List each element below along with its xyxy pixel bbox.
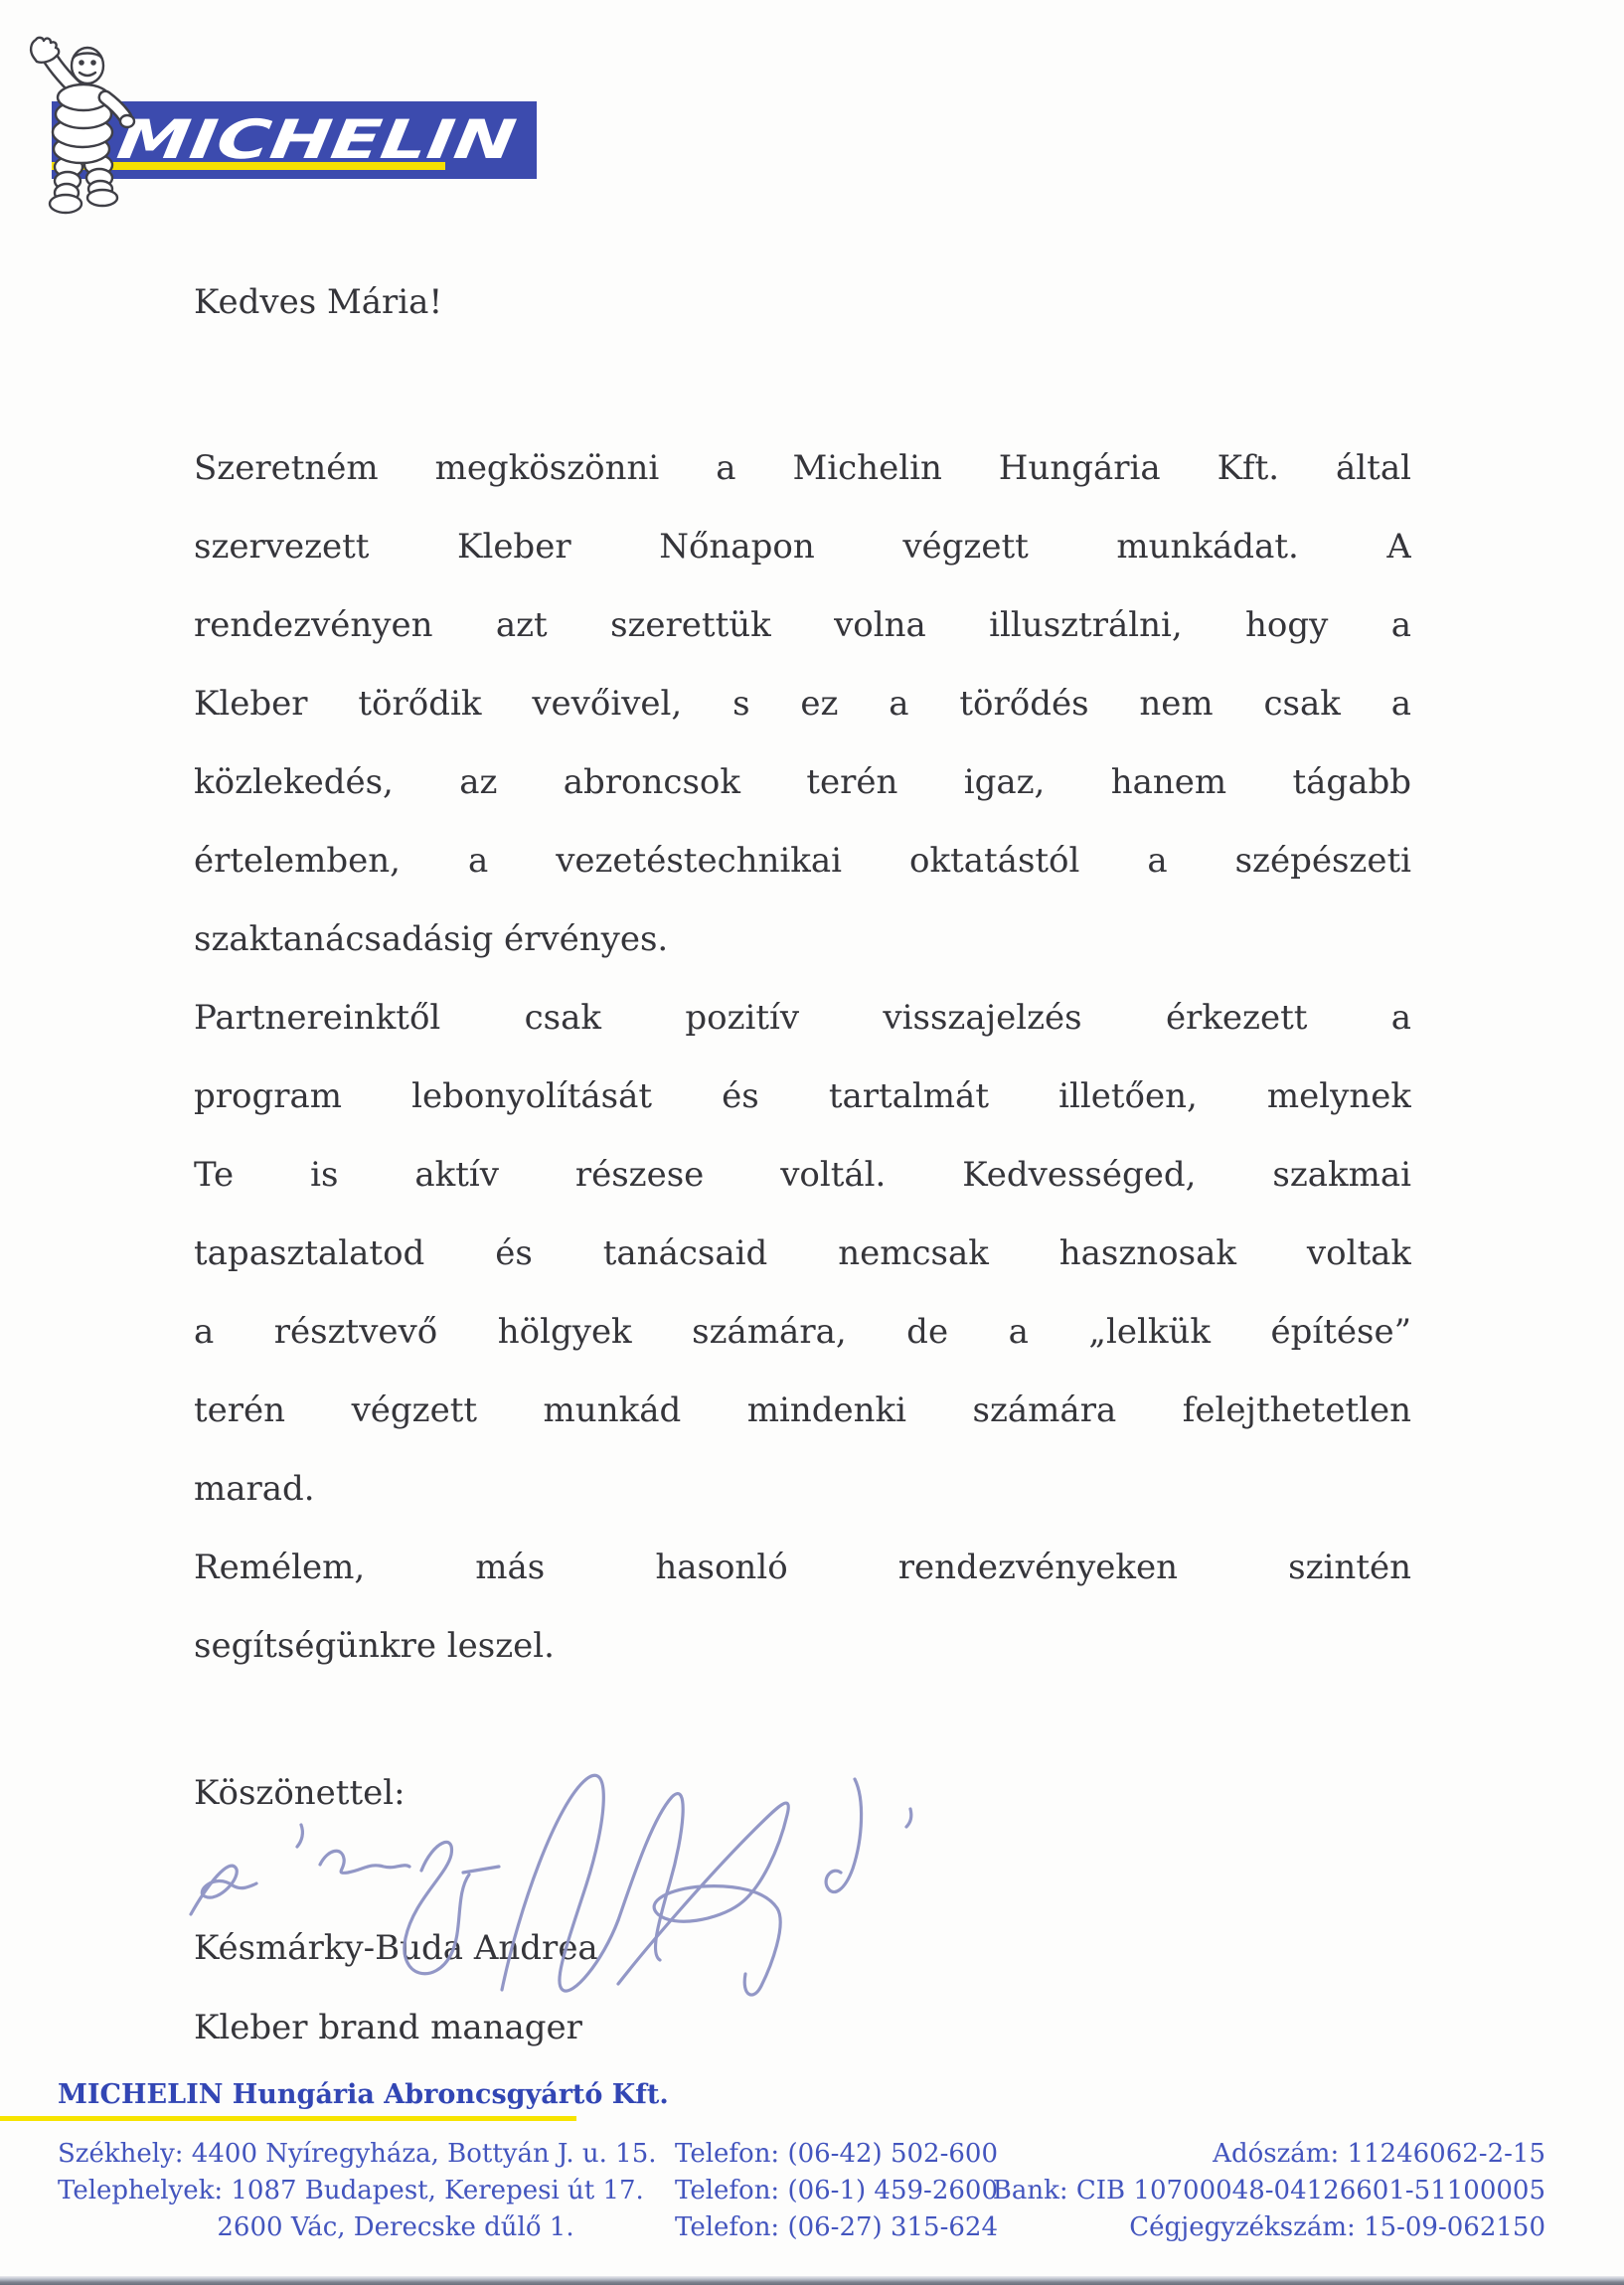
body-line: Kleber törődik vevőivel, s ez a törődés nem csak a xyxy=(194,684,1411,724)
body-line: értelemben, a vezetéstechnikai oktatástól a szépészeti xyxy=(194,841,1411,881)
body-line: tapasztalatod és tanácsaid nemcsak hasznosak voltak xyxy=(194,1233,1411,1273)
footer-company-name: MICHELIN Hungária Abroncsgyártó Kft. xyxy=(58,2079,669,2110)
body-line: közlekedés, az abroncsok terén igaz, hanem tágabb xyxy=(194,762,1411,802)
footer-phone-line: Telefon: (06-1) 459-2600 xyxy=(675,2176,998,2205)
body-line: marad. xyxy=(194,1469,315,1509)
body-line: Remélem, más hasonló rendezvényeken szintén xyxy=(194,1548,1411,1587)
body-line: rendezvényen azt szerettük volna illusztrálni, hogy a xyxy=(194,605,1411,645)
signer-title: Kleber brand manager xyxy=(194,2008,582,2047)
body-line: szaktanácsadásig érvényes. xyxy=(194,919,669,959)
michelin-logo xyxy=(0,0,616,239)
body-line: Partnereinktől csak pozitív visszajelzés érkezett a xyxy=(194,998,1411,1038)
body-line: segítségünkre leszel. xyxy=(194,1626,555,1666)
scan-bottom-edge xyxy=(0,2276,1624,2285)
footer-registration-column xyxy=(949,2136,1545,2246)
body-line: terén végzett munkád mindenki számára felejthetetlen xyxy=(194,1390,1411,1430)
footer-phone-line: Telefon: (06-42) 502-600 xyxy=(675,2139,998,2169)
signature-handwriting xyxy=(169,1739,954,2028)
footer-registration-line: Bank: CIB 10700048-04126601-51100005 xyxy=(992,2176,1545,2205)
body-line: Te is aktív részese voltál. Kedvességed, szakmai xyxy=(194,1155,1411,1195)
footer-phone-line: Telefon: (06-27) 315-624 xyxy=(675,2212,998,2242)
footer-columns xyxy=(0,2136,1624,2255)
body-line: Szeretném megköszönni a Michelin Hungária Kft. által xyxy=(194,448,1411,488)
footer-address-line: Székhely: 4400 Nyíregyháza, Bottyán J. u. 15. xyxy=(58,2139,657,2169)
body-line: a résztvevő hölgyek számára, de a „lelkük építése” xyxy=(194,1312,1411,1352)
michelin-man-icon xyxy=(22,36,141,215)
body-line: szervezett Kleber Nőnapon végzett munkádat. A xyxy=(194,527,1411,567)
footer-registration-line: Adószám: 11246062-2-15 xyxy=(1213,2139,1545,2169)
footer-address-column xyxy=(58,2136,657,2246)
body-line: program lebonyolítását és tartalmát illetően, melynek xyxy=(194,1076,1411,1116)
letter-body xyxy=(194,429,1411,1686)
closing: Köszönettel: xyxy=(194,1773,406,1813)
michelin-wordmark-text: MICHELIN xyxy=(113,108,416,171)
footer-registration-line: Cégjegyzékszám: 15-09-062150 xyxy=(1129,2212,1545,2242)
greeting: Kedves Mária! xyxy=(194,282,443,322)
footer-address-line: Telephelyek: 1087 Budapest, Kerepesi út 17. xyxy=(58,2176,644,2205)
footer-address-line: 2600 Vác, Derecske dűlő 1. xyxy=(217,2212,574,2242)
signer-name: Késmárky-Buda Andrea xyxy=(194,1928,598,1968)
footer-yellow-rule xyxy=(0,2116,576,2121)
